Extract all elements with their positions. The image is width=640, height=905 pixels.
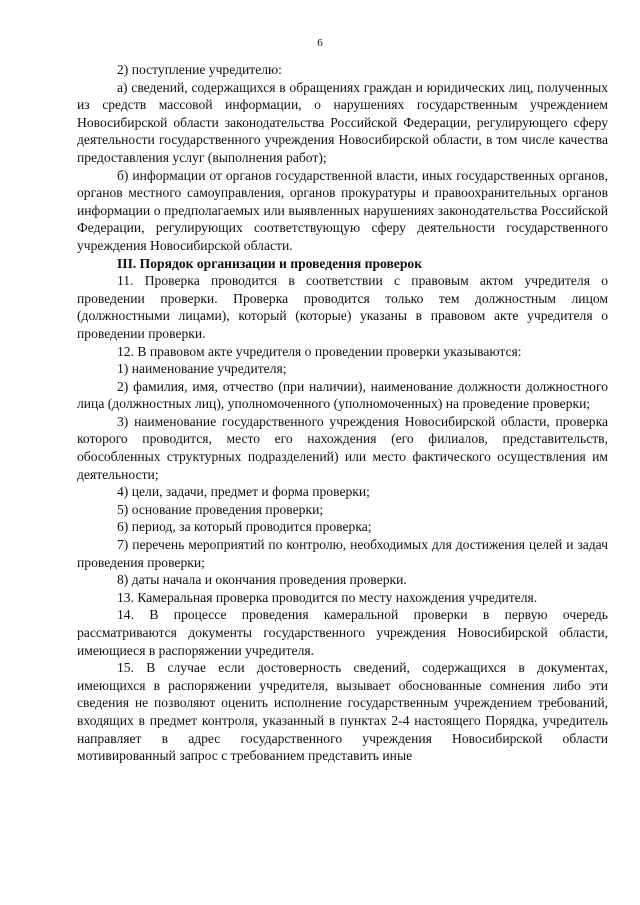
paragraph: 5) основание проведения проверки;: [117, 501, 324, 517]
paragraph: 2) фамилия, имя, отчество (при наличии), наименование должности должностного лица (должностных лиц), уполномоченного (уполномоченных) на проведение проверки;: [77, 378, 608, 412]
paragraph: 1) наименование учредителя;: [117, 361, 287, 377]
paragraph: а) сведений, содержащихся в обращениях граждан и юридических лиц, полученных из средств массовой информации, о нарушениях государственным учреждением Новосибирской области законодательства Российской Федерации, регулирующего сферу деятельности государственного учреждения Новосибирской области, в том числе качества предоставления услуг (выполнения работ);: [77, 79, 608, 165]
paragraph: 14. В процессе проведения камеральной проверки в первую очередь рассматриваются документы государственного учреждения Новосибирской области, имеющиеся в распоряжении учредителя.: [77, 607, 608, 658]
paragraph: 8) даты начала и окончания проведения проверки.: [117, 572, 407, 588]
paragraph: 3) наименование государственного учреждения Новосибирской области, проверка которого проводится, место его нахождения (его филиалов, представительств, обособленных структурных подразделений) или место фактического осуществления им деятельности;: [77, 413, 608, 482]
paragraph: 2) поступление учредителю:: [117, 62, 282, 77]
paragraph: 12. В правовом акте учредителя о проведении проверки указываются:: [117, 343, 522, 359]
paragraph: 4) цели, задачи, предмет и форма проверки;: [117, 484, 370, 500]
document-body: [77, 61, 608, 765]
paragraph: 13. Камеральная проверка проводится по месту нахождения учредителя.: [117, 589, 538, 605]
paragraph: 11. Проверка проводится в соответствии с правовым актом учредителя о проведении проверки. Проверка проводится только тем должностным лицом (должностными лицами), который (которые) указаны в правовом акте учредителя о проведении проверки.: [77, 273, 608, 341]
paragraph: 15. В случае если достоверность сведений, содержащихся в документах, имеющихся в распоряжении учредителя, вызывает обоснованные сомнения либо эти сведения не позволяют оценить исполнение государственным учреждением требований, входящих в предмет контроля, указанный в пунктах 2-4 настоящего Порядка, учредитель направляет в адрес государственного учреждения Новосибирской области мотивированный запрос с требованием представить иные: [77, 660, 608, 764]
page-number: 6: [317, 37, 323, 49]
paragraph: б) информации от органов государственной власти, иных государственных органов, органов местного самоуправления, органов прокуратуры и правоохранительных органов информации о предполагаемых или выявленных нарушениях законодательства Российской Федерации, регулирующих соответствующую сферу деятельности государственного учреждения Новосибирской области.: [77, 167, 608, 253]
section-heading: III. Порядок организации и проведения проверок: [117, 255, 423, 271]
paragraph: 6) период, за который проводится проверка;: [117, 519, 372, 535]
paragraph: 7) перечень мероприятий по контролю, необходимых для достижения целей и задач проведения проверки;: [77, 537, 608, 570]
